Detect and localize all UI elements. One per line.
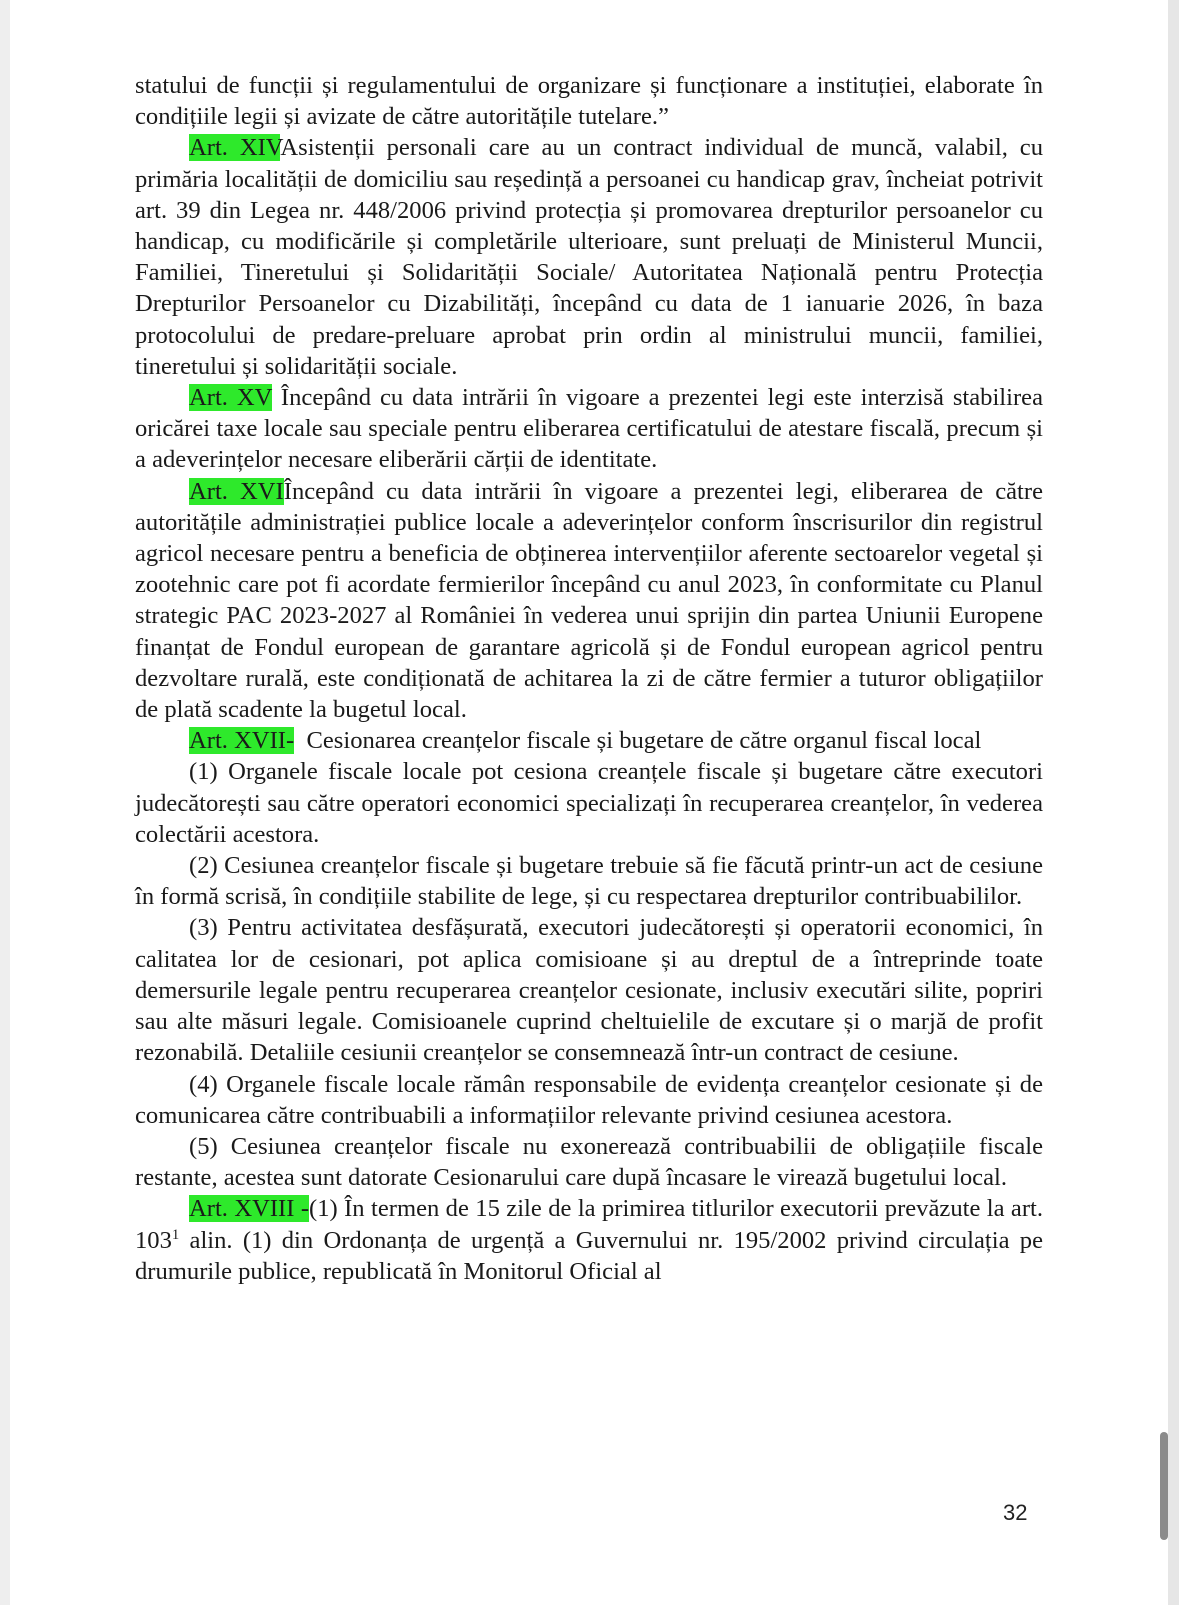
paragraph-1 [135,756,1043,850]
article-text: Asistenții personali care au un contract individual de muncă, valabil, cu primăria localității de domiciliu sau reședință a persoanei cu handicap grav, încheiat potrivit art. 39 din Legea nr. 448/2006 privind protecția și promovarea drepturilor persoanelor cu handicap, cu modificările și completările ulterioare, sunt preluați de Ministerul Muncii, Familiei, Tineretului și Solidarității Sociale/ Autoritatea Națională pentru Protecția Drepturilor Persoanelor cu Dizabilități, începând cu data de 1 ianuarie 2026, în baza protocolului de predare-preluare aprobat prin ordin al ministrului muncii, familiei, tineretului și solidarității sociale. [135,134,1043,380]
article-text: Cesionarea creanțelor fiscale și bugetare de către organul fiscal local [306,727,982,755]
paragraph-continuation [135,70,1043,132]
article-text-end: alin. (1) din Ordonanța de urgență a Guvernului nr. 195/2002 privind circulația pe drumurile publice, republicată în Monitorul Oficial al [135,1226,1043,1285]
article-text-start: (1) În termen de 15 zile de la primirea titlurilor executorii prevăzute la art. 103 [135,1195,1044,1254]
scrollbar-thumb[interactable] [1160,1432,1168,1540]
paragraph-text: (1) Organele fiscale locale pot cesiona creanțele fiscale și bugetare către executori judecătorești sau către operatori economici specializați în recuperarea creanțelor, în vederea colectării acestora. [135,758,1043,848]
article-label: Art. XVI [189,477,284,505]
article-label: Art. XV [189,384,272,412]
paragraph-2 [135,850,1043,912]
paragraph-text: (5) Cesiunea creanțelor fiscale nu exonerează contribuabilii de obligațiile fiscale restante, acestea sunt datorate Cesionarului care după încasare le virează bugetului local. [135,1132,1043,1192]
left-page-edge [0,0,10,1605]
page-number: 32 [1003,1500,1028,1525]
paragraph-text: (2) Cesiunea creanțelor fiscale și bugetare trebuie să fie făcută printr-un act de cesiune în formă scrisă, în condițiile stabilite de lege, și cu respectarea drepturilor contribuabililor. [135,852,1043,911]
article-xiv [135,132,1043,382]
article-text: Începând cu data intrării în vigoare a prezentei legi, eliberarea de către autoritățile administrației publice locale a adeverințelor conform înscrisurilor din registrul agricol necesare pentru a beneficia de obținerea intervențiilor aferente sectoarelor vegetal și zootehnic care pot fi acordate fermierilor începând cu anul 2023, în conformitate cu Planul strategic PAC 2023-2027 al României în vederea unui sprijin din partea Uniunii Europene finanțat de Fondul european de garantare agricolă și de Fondul european agricol pentru dezvoltare rurală, este condiționată de achitarea la zi de către fermier a tuturor obligațiilor de plată scadente la bugetul local. [135,477,1043,724]
superscript: 1 [171,1226,180,1243]
paragraph-text: (4) Organele fiscale locale rămân responsabile de evidența creanțelor cesionate și de comunicarea către contribuabili a informațiilor relevante privind cesiunea acestora. [135,1070,1043,1129]
article-xv [135,382,1043,476]
article-xviii [135,1193,1043,1287]
document-body [135,70,1043,1287]
paragraph-3 [135,912,1043,1068]
paragraph-text: (3) Pentru activitatea desfășurată, executori judecătorești și operatorii economici, în calitatea lor de cesionari, pot aplica comisioane și au dreptul de a întreprinde toate demersurile legale pentru recuperarea creanțelor cesionate, inclusiv executări silite, popriri sau alte măsuri legale. Comisioanele cuprind cheltuielile de excutare și o marjă de profit rezonabilă. Detaliile cesiunii creanțelor se consemnează într-un contract de cesiune. [135,914,1043,1067]
article-label: Art. XVII- [189,727,295,755]
article-label: Art. XIV [189,134,281,162]
article-xvii [135,725,1043,756]
right-scroll-track [1168,0,1179,1605]
paragraph-5 [135,1131,1043,1193]
article-xvi [135,476,1043,726]
paragraph-4 [135,1069,1043,1131]
article-label: Art. XVIII - [189,1195,310,1223]
article-text: Începând cu data intrării în vigoare a prezentei legi este interzisă stabilirea oricărei taxe locale sau speciale pentru eliberarea certificatului de atestare fiscală, precum și a adeverințelor necesare eliberării cărții de identitate. [135,384,1043,474]
paragraph-text: statului de funcții și regulamentului de organizare și funcționare a instituției, elaborate în condițiile legii și avizate de către autoritățile tutelare.” [135,72,1043,131]
